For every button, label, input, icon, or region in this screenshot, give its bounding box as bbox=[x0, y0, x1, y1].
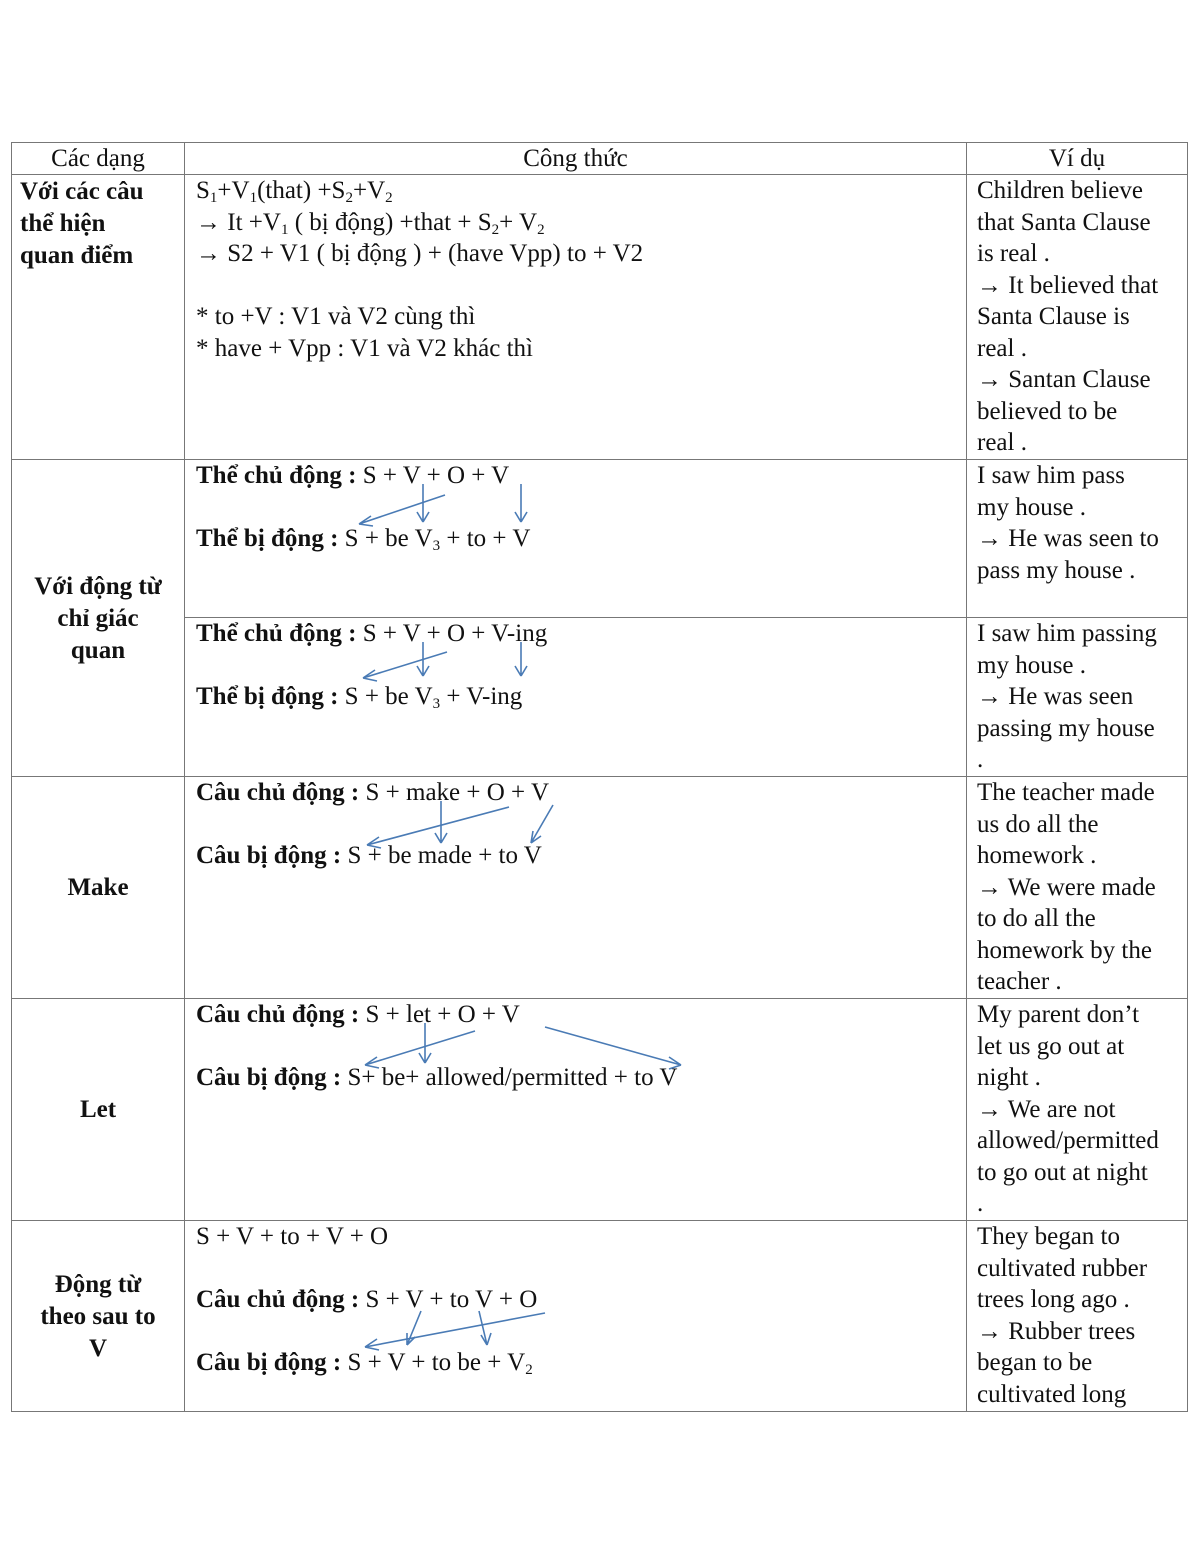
opinion-note-same-tense: * to +V : V1 và V2 cùng thì bbox=[196, 303, 476, 330]
perception-b-passive: Thể bị động : S + be $V_3 + V-ing$ bbox=[196, 683, 523, 712]
perception-formula-b-cell bbox=[185, 618, 967, 776]
row-opinion-label: Với các câu thể hiện quan điểm bbox=[20, 178, 144, 269]
perception-b-active: Thể chủ động : S + V + O + V-ing bbox=[196, 620, 548, 647]
let-active: Câu chủ động : S + let + O + V bbox=[196, 1001, 520, 1028]
row-let-example-cell bbox=[967, 999, 1187, 1220]
make-passive: Câu bị động : S + be made + to V bbox=[196, 842, 542, 869]
row-to-v-example-cell bbox=[967, 1221, 1187, 1411]
row-to-v-formula-cell bbox=[185, 1221, 967, 1411]
opinion-example: Children believe that Santa Clause is real . → It believed that Santa Clause is real . → Santan Clause believed to be real . bbox=[977, 177, 1159, 456]
let-passive: Câu bị động : S+ be+ allowed/permitted + to V bbox=[196, 1064, 678, 1091]
opinion-formula-line-2: → $It +V_1$ ( bị động) +that + $S_2+ V_2$ bbox=[196, 208, 545, 238]
to-v-example: They began to cultivated rubber trees long ago . → Rubber trees began to be cultivated long bbox=[977, 1223, 1148, 1408]
row-make bbox=[12, 777, 1187, 999]
grammar-table bbox=[11, 142, 1188, 1412]
row-perception-label: Với động từ chỉ giác quan bbox=[34, 573, 162, 664]
opinion-formula-line-1: $S_1+V_1(that) +S_2+V_2$ bbox=[196, 177, 393, 206]
row-opinion-formula-cell bbox=[185, 175, 967, 459]
row-opinion-label-cell bbox=[12, 175, 185, 459]
row-make-formula-cell bbox=[185, 777, 967, 998]
header-example: Ví dụ bbox=[1048, 145, 1106, 172]
to-v-passive: Câu bị động : S + V + to be + $V_2$ bbox=[196, 1349, 533, 1378]
row-let bbox=[12, 999, 1187, 1221]
let-formula bbox=[196, 999, 677, 1094]
opinion-formula bbox=[196, 175, 643, 364]
row-make-label-cell bbox=[12, 777, 185, 998]
row-to-v bbox=[12, 1221, 1187, 1411]
perception-formula-a bbox=[196, 460, 530, 555]
row-opinion-example-cell bbox=[967, 175, 1187, 459]
row-perception-label-cell bbox=[12, 460, 185, 776]
perception-example-a: I saw him pass my house . → He was seen to pass my house . bbox=[977, 462, 1159, 584]
perception-example-b: I saw him passing my house . → He was seen passing my house . bbox=[977, 620, 1157, 773]
to-v-formula bbox=[196, 1221, 537, 1379]
header-formula: Công thức bbox=[523, 145, 628, 172]
row-let-label: Let bbox=[79, 1096, 117, 1123]
to-v-active: Câu chủ động : S + V + to V + O bbox=[196, 1286, 538, 1313]
row-perception bbox=[12, 460, 1187, 777]
row-let-label-cell bbox=[12, 999, 185, 1220]
perception-a-active: Thể chủ động : S + V + O + V bbox=[196, 462, 510, 489]
perception-formula-a-cell bbox=[185, 460, 967, 618]
row-to-v-label: Động từ theo sau to V bbox=[40, 1271, 156, 1362]
row-let-formula-cell bbox=[185, 999, 967, 1220]
row-to-v-label-cell bbox=[12, 1221, 185, 1411]
opinion-formula-line-3: → S2 + V1 ( bị động ) + (have Vpp) to + V2 bbox=[196, 240, 644, 267]
opinion-note-diff-tense: * have + Vpp : V1 và V2 khác thì bbox=[196, 334, 533, 362]
row-opinion bbox=[12, 175, 1187, 460]
header-types: Các dạng bbox=[51, 145, 145, 172]
row-make-label: Make bbox=[67, 874, 129, 901]
let-example: My parent don’t let us go out at night . → We are not allowed/permitted to go out at night . bbox=[977, 1001, 1159, 1217]
perception-example-b-cell bbox=[967, 618, 1187, 776]
to-v-line-0: S + V + to + V + O bbox=[196, 1223, 389, 1250]
header-cell-types bbox=[12, 143, 185, 174]
make-active: Câu chủ động : S + make + O + V bbox=[196, 779, 549, 806]
make-example: The teacher made us do all the homework . → We were made to do all the homework by the teacher . bbox=[977, 779, 1156, 995]
make-formula bbox=[196, 777, 549, 872]
perception-formula-b bbox=[196, 618, 547, 713]
row-make-example-cell bbox=[967, 777, 1187, 998]
perception-a-passive: Thể bị động : S + be $V_3$ + to + V bbox=[196, 525, 531, 554]
header-cell-formula bbox=[185, 143, 967, 174]
perception-example-a-cell bbox=[967, 460, 1187, 618]
header-row bbox=[12, 143, 1187, 175]
header-cell-example bbox=[967, 143, 1187, 174]
